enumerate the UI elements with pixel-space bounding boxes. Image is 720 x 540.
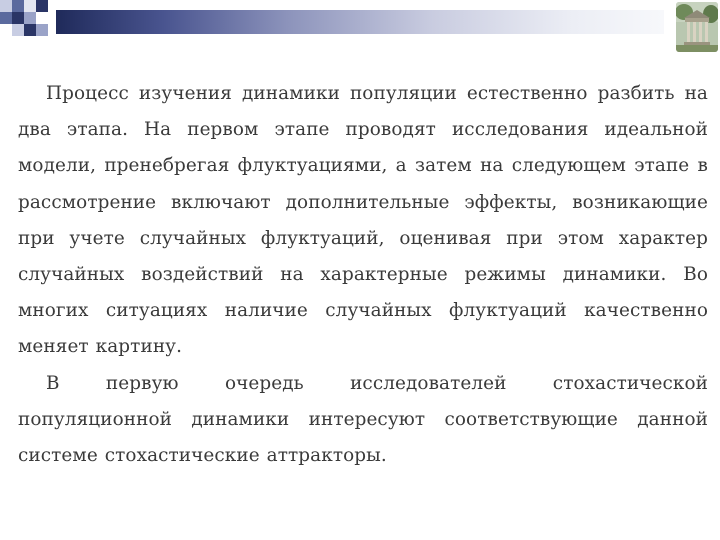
paragraph: В первую очередь исследователей стохастической популяционной динамики интересуют соответствующие данной системе стохастические аттракторы. [18,372,708,467]
corner-decoration [0,0,60,46]
corner-square [12,0,24,12]
corner-square [0,12,12,24]
corner-square [36,0,48,12]
corner-square [0,0,12,12]
corner-square [24,12,36,24]
corner-square [12,24,24,36]
building-columns-icon [676,2,718,52]
corner-square [24,0,36,12]
paragraph: Процесс изучения динамики популяции естественно разбить на два этапа. На первом этапе проводят исследования идеальной модели, пренебрегая флуктуациями, а затем на следующем этапе в рассмотрение включают дополнительные эффекты, возникающие при учете случайных флуктуаций, оценивая при этом характер случайных воздействий на характерные режимы динамики. Во многих ситуациях наличие случайных флуктуаций качественно меняет картину. [18,83,708,358]
header-gradient-bar [56,10,664,34]
corner-square [12,12,24,24]
corner-square [24,24,36,36]
corner-square [36,24,48,36]
slide-body-text [18,76,708,474]
